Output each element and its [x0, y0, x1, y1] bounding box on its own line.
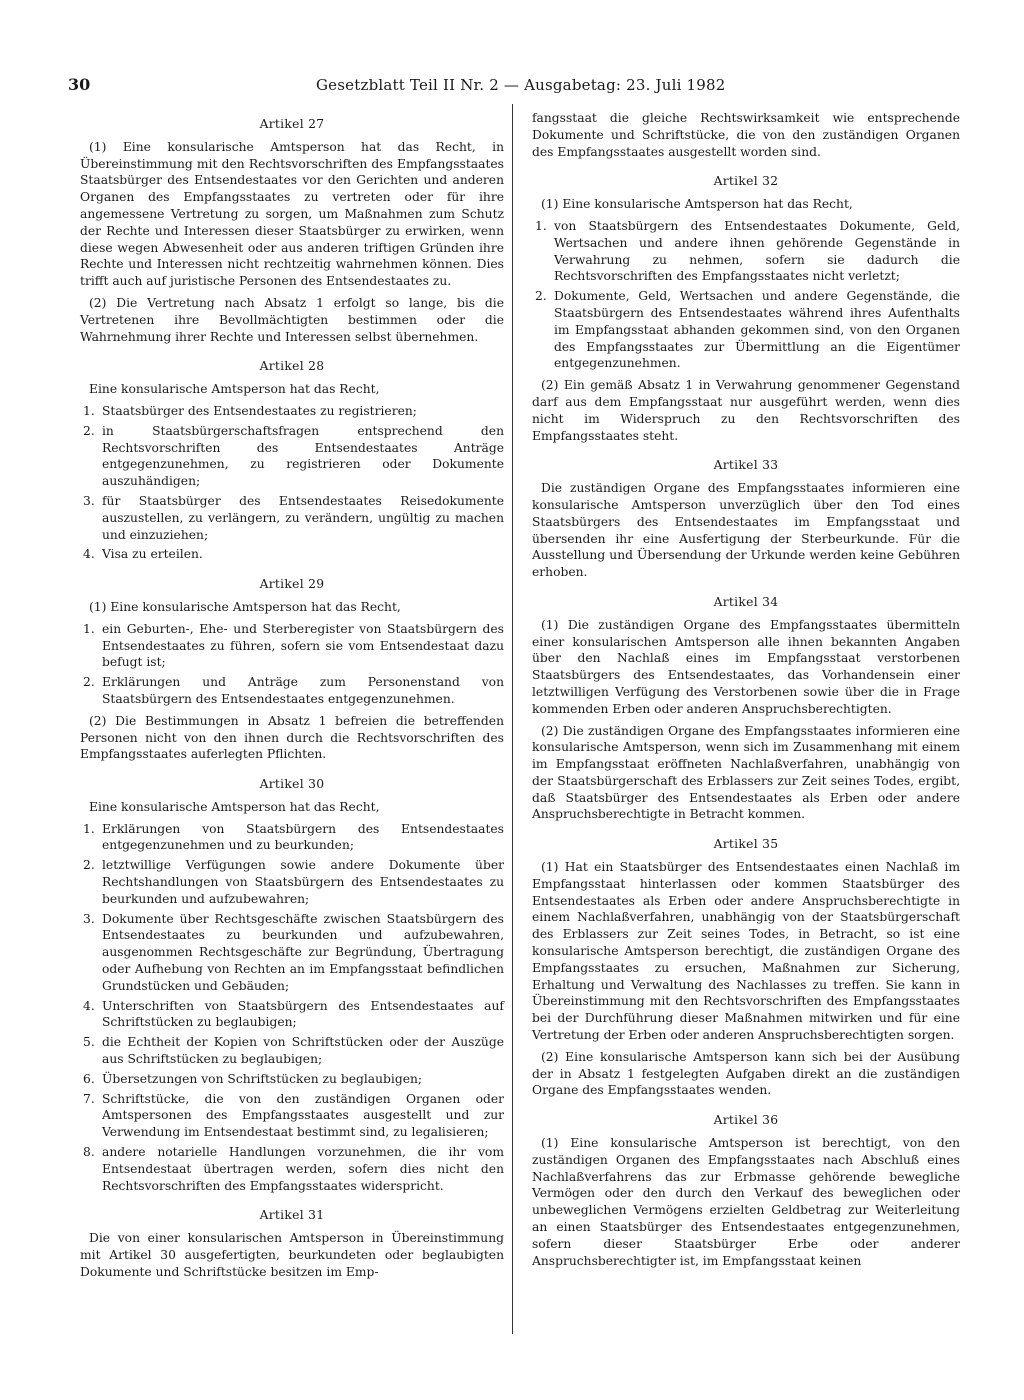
article-29-title: Artikel 29: [259, 577, 325, 592]
article-32-intro: (1) Eine konsularische Amtsperson hat das Recht,: [541, 197, 853, 212]
article-32-list: [532, 218, 960, 372]
article-30-title: Artikel 30: [259, 777, 325, 792]
list-item: 3. Dokumente über Rechtsgeschäfte zwischen Staatsbürgern des Entsendestaates zu beurkunden und aufzubewahren, ausgenommen Rechtsgeschäfte zur Begründung, Übertragung oder Aufhebung von Rechten an im Empfangsstaat befindlichen Grundstücken und Gebäuden;: [83, 911, 504, 993]
article-28-intro: Eine konsularische Amtsperson hat das Recht,: [89, 382, 380, 397]
list-item: 2. letztwillige Verfügungen sowie andere Dokumente über Rechtshandlungen von Staatsbürgern des Entsendestaates zu beurkunden und aufzubewahren;: [83, 858, 504, 906]
article-35-title: Artikel 35: [713, 837, 779, 852]
list-item: 4. Unterschriften von Staatsbürgern des Entsendestaates auf Schriftstücken zu beglaubigen;: [83, 998, 504, 1030]
article-28-title: Artikel 28: [259, 359, 325, 374]
list-item: 7. Schriftstücke, die von den zuständigen Organen oder Amtspersonen des Empfangsstaates ausgestellt und zur Verwendung im Entsendestaat bestimmt sind, zu legalisieren;: [83, 1091, 504, 1140]
list-item: 6. Übersetzungen von Schriftstücken zu beglaubigen;: [83, 1071, 423, 1086]
list-item: 2. Erklärungen und Anträge zum Personenstand von Staatsbürgern des Entsendestaates entgegenzunehmen.: [83, 675, 504, 706]
list-item: 2. in Staatsbürgerschaftsfragen entsprechend den Rechtsvorschriften des Entsendestaates Anträge entgegenzunehmen, zu registrieren oder Dokumente auszuhändigen;: [83, 423, 504, 489]
right-column: [532, 110, 960, 1274]
article-36-paragraph-1: (1) Eine konsularische Amtsperson ist berechtigt, von den zuständigen Organen des Empfangsstaates nach Abschluß eines Nachlaßverfahrens das zur Erbmasse gehörende bewegliche Vermögen oder den durch den Verkauf des beweglichen oder unbeweglichen Vermögens erzielten Geldbetrag zur Weiterleitung an einen Staatsbürger des Entsendestaates entgegenzunehmen, sofern dieser Staatsbürger Erbe oder anderer Anspruchsberechtigter ist, im Empfangsstaat keinen: [532, 1136, 960, 1268]
article-27-paragraph-1: (1) Eine konsularische Amtsperson hat das Recht, in Übereinstimmung mit den Rechtsvorschriften des Empfangsstaates Staatsbürger des Entsendestaates vor den Gerichten und anderen Organen des Empfangsstaates zu vertreten oder für ihre angemessene Vertretung zu sorgen, um Maßnahmen zum Schutz der Rechte und Interessen dieser Staatsbürger zu erwirken, wenn diese wegen Abwesenheit oder aus anderen triftigen Gründen ihre Rechte und Interessen nicht rechtzeitig wahrnehmen können. Dies trifft auch auf juristische Personen des Entsendestaates zu.: [80, 139, 504, 289]
article-27-title: Artikel 27: [259, 117, 325, 131]
article-30-intro: Eine konsularische Amtsperson hat das Recht,: [89, 799, 380, 814]
running-title: Gesetzblatt Teil II Nr. 2 — Ausgabetag: 23. Juli 1982: [316, 76, 726, 94]
article-28-list: [80, 403, 504, 563]
article-33-paragraph-1: Die zuständigen Organe des Empfangsstaates informieren eine konsularische Amtsperson unverzüglich über den Tod eines Staatsbürgers des Entsendestaates im Empfangsstaat und übersenden ihr eine Ausfertigung der Sterbeurkunde. Für die Ausstellung und Übersendung der Urkunde werden keine Gebühren erhoben.: [532, 481, 960, 580]
article-30-list: [80, 821, 504, 1195]
list-item: 1. Staatsbürger des Entsendestaates zu registrieren;: [83, 403, 417, 418]
left-column: [80, 116, 504, 1286]
article-35-paragraph-1: (1) Hat ein Staatsbürger des Entsendestaates einen Nachlaß im Empfangsstaat hinterlassen oder kommen Staatsbürger des Entsendestaates als Erben oder andere Anspruchsberechtigte in einem Nachlaßverfahren, unabhängig von der Staatsbürgerschaft des Erblassers zur Zeit seines Todes, in Betracht, so ist eine konsularische Amtsperson berechtigt, die zuständigen Organe des Empfangsstaates zu ersuchen, Maßnahmen zur Sicherung, Erhaltung und Verwaltung des Nachlasses zu treffen. Sie kann in Übereinstimmung mit den Rechtsvorschriften des Empfangsstaates bei der Durchführung dieser Maßnahmen mitwirken und für eine Vertretung der Erben oder anderen Anspruchsberechtigten sorgen.: [532, 860, 960, 1043]
column-divider: [512, 104, 513, 1334]
article-36-title: Artikel 36: [713, 1113, 779, 1128]
article-34-paragraph-2: (2) Die zuständigen Organe des Empfangsstaates informieren eine konsularische Amtsperson, wenn sich im Zusammenhang mit einem im Empfangsstaat eröffneten Nachlaßverfahren, unabhängig von der Staatsbürgerschaft des Erblassers zur Zeit seines Todes, ergibt, daß Staatsbürger des Entsendestaates als Erben oder andere Anspruchsberechtigte in Betracht kommen.: [532, 723, 960, 822]
article-29-intro: (1) Eine konsularische Amtsperson hat das Recht,: [89, 599, 401, 614]
article-32-paragraph-2: (2) Ein gemäß Absatz 1 in Verwahrung genommener Gegenstand darf aus dem Empfangsstaat nur ausgeführt werden, wenn dies nicht im Widerspruch zu den Rechtsvorschriften des Empfangsstaates steht.: [532, 378, 960, 443]
article-31-continuation: fangsstaat die gleiche Rechtswirksamkeit wie entsprechende Dokumente und Schriftstücke, die von den zuständigen Organen des Empfangsstaates ausgestellt worden sind.: [532, 111, 960, 159]
list-item: 4. Visa zu erteilen.: [83, 547, 203, 562]
article-32-title: Artikel 32: [713, 174, 779, 189]
list-item: 5. die Echtheit der Kopien von Schriftstücken oder der Auszüge aus Schriftstücken zu beglaubigen;: [83, 1035, 504, 1067]
list-item: 1. von Staatsbürgern des Entsendestaates Dokumente, Geld, Wertsachen und andere ihnen gehörende Gegenstände in Verwahrung zu nehmen, sofern sie dadurch die Rechtsvorschriften des Empfangsstaates nicht verletzt;: [535, 218, 960, 284]
list-item: 1. ein Geburten-, Ehe- und Sterberegister von Staatsbürgern des Entsendestaates zu führen, sofern sie vom Entsendestaat dazu befugt ist;: [83, 621, 504, 670]
article-33-title: Artikel 33: [713, 458, 779, 473]
list-item: 3. für Staatsbürger des Entsendestaates Reisedokumente auszustellen, zu verlängern, zu verändern, ungültig zu machen und einzuziehen;: [83, 493, 504, 542]
list-item: 1. Erklärungen von Staatsbürgern des Entsendestaates entgegenzunehmen und zu beurkunden;: [83, 821, 504, 853]
article-31-paragraph-1: Die von einer konsularischen Amtsperson in Übereinstimmung mit Artikel 30 ausgefertigten, beurkundeten oder beglaubigten Dokumente und Schriftstücke besitzen im Emp-: [80, 1231, 504, 1279]
article-31-title: Artikel 31: [259, 1208, 325, 1223]
article-27-paragraph-2: (2) Die Vertretung nach Absatz 1 erfolgt so lange, bis die Vertretenen ihre Bevollmächtigten bestimmen oder die Wahrnehmung ihrer Rechte und Interessen selbst übernehmen.: [80, 295, 504, 344]
page-header: [68, 74, 968, 98]
list-item: 2. Dokumente, Geld, Wertsachen und andere Gegenstände, die Staatsbürgern des Entsendestaates während ihres Aufenthalts im Empfangsstaat abhanden gekommen sind, von den Organen des Empfangsstaates zur Übermittlung an die Eigentümer entgegenzunehmen.: [535, 289, 960, 371]
article-29-paragraph-2: (2) Die Bestimmungen in Absatz 1 befreien die betreffenden Personen nicht von den ihnen durch die Rechtsvorschriften des Empfangsstaates auferlegten Pflichten.: [80, 713, 504, 762]
list-item: 8. andere notarielle Handlungen vorzunehmen, die ihr vom Entsendestaat übertragen werden, sofern dies nicht den Rechtsvorschriften des Empfangsstaates widerspricht.: [83, 1145, 504, 1193]
page-number: 30: [68, 75, 91, 94]
article-29-list: [80, 621, 504, 708]
article-34-paragraph-1: (1) Die zuständigen Organe des Empfangsstaates übermitteln einer konsularischen Amtsperson alle ihnen bekannten Angaben über den Nachlaß eines im Empfangsstaat verstorbenen Staatsbürgers des Entsendestaates, das Vorhandensein einer letztwilligen Verfügung des Verstorbenen sowie über die in Frage kommenden Erben oder anderen Anspruchsberechtigten.: [532, 617, 960, 716]
article-34-title: Artikel 34: [713, 594, 779, 609]
article-35-paragraph-2: (2) Eine konsularische Amtsperson kann sich bei der Ausübung der in Absatz 1 festgelegten Aufgaben direkt an die zuständigen Organe des Empfangsstaates wenden.: [532, 1049, 960, 1098]
